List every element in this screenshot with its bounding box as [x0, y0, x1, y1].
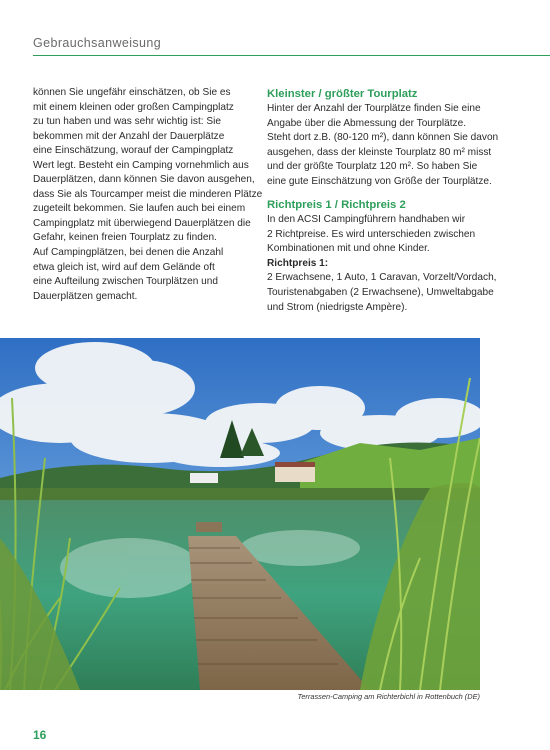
richtpreis-subheading: Richtpreis 1: — [267, 257, 329, 269]
body-line: können Sie ungefähr einschätzen, ob Sie es — [33, 87, 231, 98]
body-line: Kombinationen mit und ohne Kinder. — [267, 243, 430, 255]
page-header-title: Gebrauchsanweisung — [33, 36, 162, 50]
body-line: ausgehen, dass der kleinste Tourplatz 80 m² misst — [267, 146, 492, 158]
body-line: etwa gleich ist, wird auf dem Gelände oft — [33, 261, 215, 273]
body-line: mit einem kleinen oder großen Campingplatz — [33, 101, 234, 113]
body-line: und der größte Tourplatz 120 m². So haben Sie — [267, 161, 478, 173]
body-line: 2 Richtpreise. Es wird unterschieden zwischen — [267, 228, 476, 240]
body-line: dass Sie als Tourcamper meist die minderen Plätze — [33, 188, 263, 200]
body-line: Dauerplätzen gemacht. — [33, 290, 138, 302]
left-text-column — [33, 86, 263, 304]
photo-caption: Terrassen-Camping am Richterbichl in Rottenbuch (DE) — [297, 692, 480, 701]
body-line: Steht dort z.B. (80-120 m²), dann können Sie davon — [267, 132, 499, 144]
body-line: Gefahr, keinen freien Tourplatz zu finden. — [33, 232, 217, 244]
campsite-lake-photo — [0, 338, 480, 690]
body-line: Dauerplätzen, dann können Sie davon ausgehen, — [33, 174, 255, 186]
body-line: eine Einschätzung, worauf der Campingplatz — [33, 145, 234, 157]
page-number: 16 — [33, 728, 47, 742]
body-line: Campingplatz mit überwiegend Dauerplätzen die — [33, 217, 251, 229]
body-line: zugeteilt bekommen. Sie laufen auch bei einem — [33, 203, 246, 215]
body-line: zu tun haben und was sehr wichtig ist: Sie — [33, 116, 221, 128]
body-line: Angabe über die Abmessung der Tourplätze. — [267, 117, 467, 129]
body-line: Auf Campingplätzen, bei denen die Anzahl — [33, 247, 224, 259]
section-heading-tourplatz: Kleinster / größter Tourplatz — [267, 88, 418, 100]
body-line: 2 Erwachsene, 1 Auto, 1 Caravan, Vorzelt/Vordach, — [267, 272, 497, 284]
body-line: eine gute Einschätzung von Größe der Tourplätze. — [267, 175, 492, 187]
right-text-column — [267, 86, 517, 315]
section-heading-richtpreis: Richtpreis 1 / Richtpreis 2 — [267, 199, 406, 212]
body-line: In den ACSI Campingführern handhaben wir — [267, 214, 466, 226]
header-rule — [33, 55, 550, 56]
body-line: Hinter der Anzahl der Tourplätze finden Sie eine — [267, 103, 481, 114]
body-line: bekommen mit der Anzahl der Dauerplätze — [33, 130, 225, 142]
body-line: Wert legt. Besteht ein Camping vornehmlich aus — [33, 159, 249, 171]
body-line: Touristenabgaben (2 Erwachsene), Umweltabgabe — [267, 287, 494, 299]
body-line: und Strom (niedrigste Ampère). — [267, 301, 408, 313]
body-line: eine Aufteilung zwischen Tourplätzen und — [33, 276, 218, 288]
